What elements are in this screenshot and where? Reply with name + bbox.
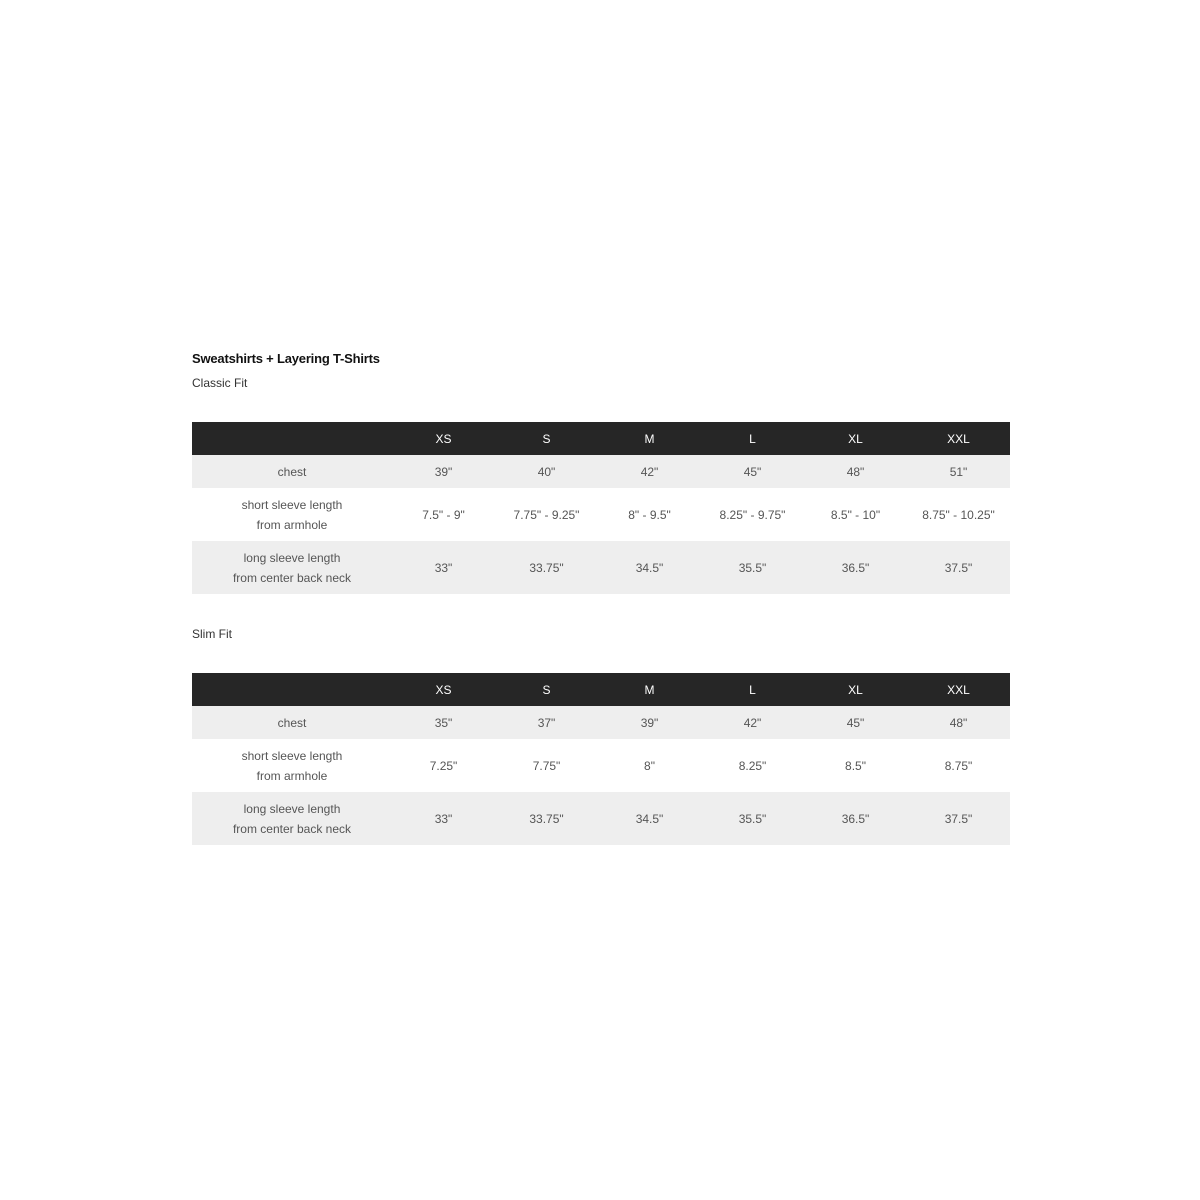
table-row-long-sleeve xyxy=(192,792,1010,845)
table-cell: 33.75" xyxy=(495,792,598,845)
table-cell: 34.5" xyxy=(598,792,701,845)
table-cell: 36.5" xyxy=(804,541,907,594)
page-title: Sweatshirts + Layering T-Shirts xyxy=(192,351,380,366)
table-cell: 37.5" xyxy=(907,792,1010,845)
header-blank-cell xyxy=(192,673,392,706)
table-cell: 42" xyxy=(701,706,804,739)
size-header-s: S xyxy=(495,673,598,706)
classic-fit-size-table xyxy=(192,422,1010,594)
table-cell: 33" xyxy=(392,792,495,845)
table-cell: 48" xyxy=(907,706,1010,739)
size-header-xxl: XXL xyxy=(907,673,1010,706)
table-cell: 8.75" xyxy=(907,739,1010,792)
header-blank-cell xyxy=(192,422,392,455)
table-row-short-sleeve xyxy=(192,488,1010,541)
table-cell: 39" xyxy=(598,706,701,739)
table-cell: 42" xyxy=(598,455,701,488)
table-row-chest xyxy=(192,706,1010,739)
size-header-xs: XS xyxy=(392,673,495,706)
table-cell: 8.5" xyxy=(804,739,907,792)
row-label: short sleeve length from armhole xyxy=(192,488,392,541)
table-cell: 8.25" - 9.75" xyxy=(701,488,804,541)
table-cell: 7.5" - 9" xyxy=(392,488,495,541)
size-header-s: S xyxy=(495,422,598,455)
table-header-row xyxy=(192,422,1010,455)
table-cell: 8.25" xyxy=(701,739,804,792)
table-cell: 34.5" xyxy=(598,541,701,594)
size-header-xl: XL xyxy=(804,673,907,706)
table-cell: 39" xyxy=(392,455,495,488)
table-cell: 33.75" xyxy=(495,541,598,594)
slim-fit-size-table xyxy=(192,673,1010,845)
table-cell: 45" xyxy=(804,706,907,739)
size-header-xs: XS xyxy=(392,422,495,455)
row-label: long sleeve length from center back neck xyxy=(192,541,392,594)
size-header-m: M xyxy=(598,422,701,455)
size-header-l: L xyxy=(701,422,804,455)
table-cell: 8" - 9.5" xyxy=(598,488,701,541)
size-header-m: M xyxy=(598,673,701,706)
table-cell: 35.5" xyxy=(701,541,804,594)
table-row-short-sleeve xyxy=(192,739,1010,792)
slim-fit-subtitle: Slim Fit xyxy=(192,627,232,641)
table-row-chest xyxy=(192,455,1010,488)
table-cell: 7.75" xyxy=(495,739,598,792)
table-cell: 51" xyxy=(907,455,1010,488)
row-label: short sleeve length from armhole xyxy=(192,739,392,792)
table-cell: 37" xyxy=(495,706,598,739)
table-cell: 35" xyxy=(392,706,495,739)
row-label: long sleeve length from center back neck xyxy=(192,792,392,845)
row-label: chest xyxy=(192,706,392,739)
size-header-l: L xyxy=(701,673,804,706)
table-cell: 8.5" - 10" xyxy=(804,488,907,541)
table-cell: 8.75" - 10.25" xyxy=(907,488,1010,541)
table-cell: 36.5" xyxy=(804,792,907,845)
table-cell: 35.5" xyxy=(701,792,804,845)
table-row-long-sleeve xyxy=(192,541,1010,594)
row-label: chest xyxy=(192,455,392,488)
table-cell: 45" xyxy=(701,455,804,488)
classic-fit-subtitle: Classic Fit xyxy=(192,376,248,390)
table-cell: 7.75" - 9.25" xyxy=(495,488,598,541)
table-header-row xyxy=(192,673,1010,706)
size-header-xxl: XXL xyxy=(907,422,1010,455)
table-cell: 7.25" xyxy=(392,739,495,792)
table-cell: 40" xyxy=(495,455,598,488)
table-cell: 48" xyxy=(804,455,907,488)
table-cell: 33" xyxy=(392,541,495,594)
table-cell: 37.5" xyxy=(907,541,1010,594)
size-header-xl: XL xyxy=(804,422,907,455)
table-cell: 8" xyxy=(598,739,701,792)
